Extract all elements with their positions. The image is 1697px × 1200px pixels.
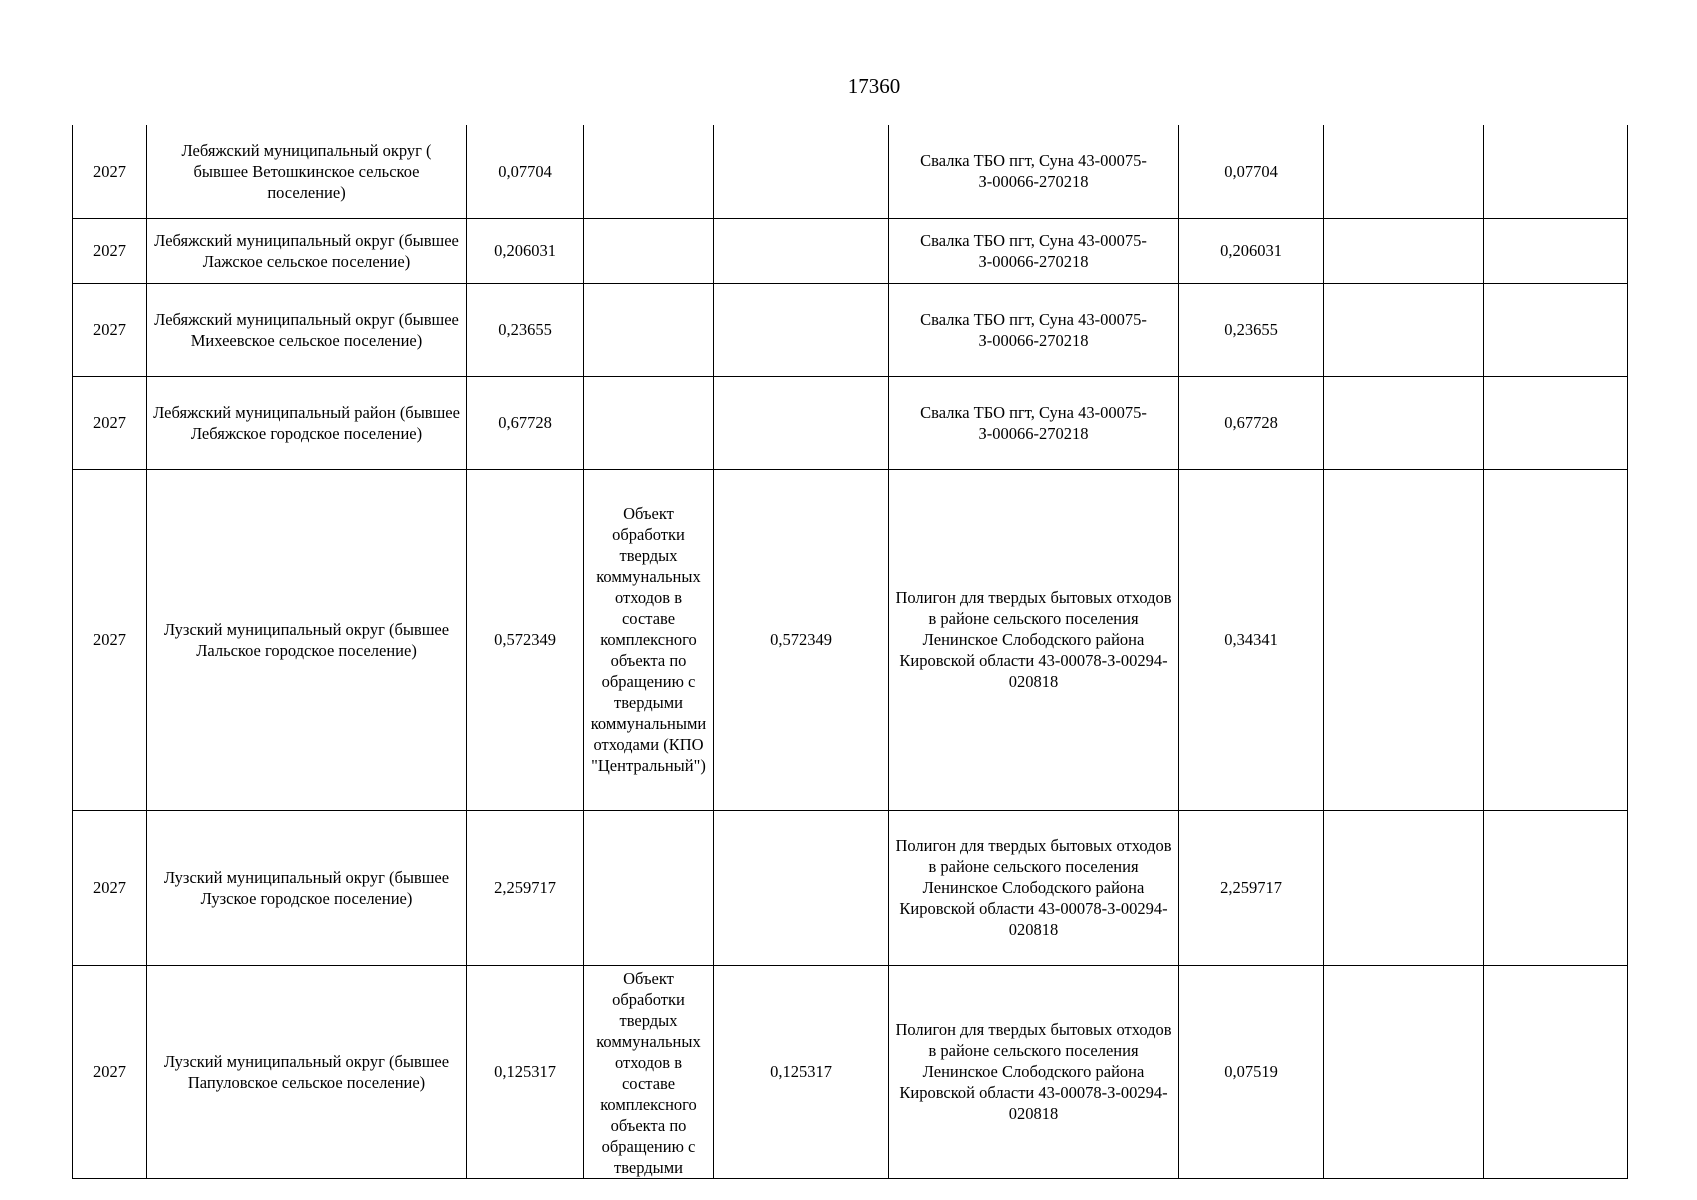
year-cell: 2027 bbox=[73, 125, 147, 218]
volume-cell: 0,572349 bbox=[467, 469, 584, 810]
volume-cell: 0,206031 bbox=[467, 218, 584, 283]
landfill-volume-cell: 0,67728 bbox=[1179, 376, 1324, 469]
processing-volume-cell bbox=[714, 810, 889, 965]
landfill-volume-cell: 2,259717 bbox=[1179, 810, 1324, 965]
landfill-cell: Свалка ТБО пгт, Суна 43-00075-З-00066-270218 bbox=[889, 376, 1179, 469]
volume-cell: 0,23655 bbox=[467, 283, 584, 376]
landfill-volume-cell: 0,206031 bbox=[1179, 218, 1324, 283]
table-row bbox=[73, 376, 1628, 469]
processing-object-cell bbox=[584, 376, 714, 469]
municipality-cell: Лузский муниципальный округ (бывшее Папуловское сельское поселение) bbox=[147, 965, 467, 1178]
extra-cell-2 bbox=[1484, 283, 1628, 376]
processing-object-cell: Объект обработки твердых коммунальных отходов в составе комплексного объекта по обращению с твердыми коммунальными отходами (КПО "Центральный") bbox=[584, 469, 714, 810]
processing-volume-cell: 0,125317 bbox=[714, 965, 889, 1178]
landfill-volume-cell: 0,07704 bbox=[1179, 125, 1324, 218]
municipality-cell: Лузский муниципальный округ (бывшее Лальское городское поселение) bbox=[147, 469, 467, 810]
municipality-cell: Лебяжский муниципальный округ (бывшее Лажское сельское поселение) bbox=[147, 218, 467, 283]
volume-cell: 0,07704 bbox=[467, 125, 584, 218]
processing-volume-cell bbox=[714, 376, 889, 469]
extra-cell-1 bbox=[1324, 376, 1484, 469]
extra-cell-1 bbox=[1324, 283, 1484, 376]
page-number: 17360 bbox=[847, 74, 901, 98]
landfill-cell: Свалка ТБО пгт, Суна 43-00075-З-00066-270218 bbox=[889, 283, 1179, 376]
municipality-cell: Лузский муниципальный округ (бывшее Лузское городское поселение) bbox=[147, 810, 467, 965]
extra-cell-1 bbox=[1324, 965, 1484, 1178]
municipality-cell: Лебяжский муниципальный район (бывшее Лебяжское городское поселение) bbox=[147, 376, 467, 469]
landfill-cell: Полигон для твердых бытовых отходов в районе сельского поселения Ленинское Слободского района Кировской области 43-00078-З-00294-020818 bbox=[889, 469, 1179, 810]
volume-cell: 0,67728 bbox=[467, 376, 584, 469]
extra-cell-1 bbox=[1324, 125, 1484, 218]
processing-volume-cell bbox=[714, 218, 889, 283]
extra-cell-2 bbox=[1484, 376, 1628, 469]
table-row bbox=[73, 469, 1628, 810]
extra-cell-2 bbox=[1484, 965, 1628, 1178]
processing-volume-cell bbox=[714, 125, 889, 218]
year-cell: 2027 bbox=[73, 376, 147, 469]
processing-object-cell bbox=[584, 810, 714, 965]
extra-cell-1 bbox=[1324, 218, 1484, 283]
processing-object-cell bbox=[584, 283, 714, 376]
volume-cell: 2,259717 bbox=[467, 810, 584, 965]
extra-cell-2 bbox=[1484, 125, 1628, 218]
year-cell: 2027 bbox=[73, 218, 147, 283]
municipality-cell: Лебяжский муниципальный округ (бывшее Михеевское сельское поселение) bbox=[147, 283, 467, 376]
extra-cell-1 bbox=[1324, 810, 1484, 965]
table-row bbox=[73, 125, 1628, 218]
table-row bbox=[73, 810, 1628, 965]
landfill-cell: Полигон для твердых бытовых отходов в районе сельского поселения Ленинское Слободского района Кировской области 43-00078-З-00294-020818 bbox=[889, 810, 1179, 965]
processing-object-cell: Объект обработки твердых коммунальных отходов в составе комплексного объекта по обращению с твердыми bbox=[584, 965, 714, 1178]
extra-cell-2 bbox=[1484, 218, 1628, 283]
landfill-volume-cell: 0,23655 bbox=[1179, 283, 1324, 376]
processing-object-cell bbox=[584, 125, 714, 218]
year-cell: 2027 bbox=[73, 283, 147, 376]
table-row bbox=[73, 283, 1628, 376]
waste-flow-table bbox=[72, 125, 1628, 1179]
table-row bbox=[73, 965, 1628, 1178]
extra-cell-1 bbox=[1324, 469, 1484, 810]
processing-object-cell bbox=[584, 218, 714, 283]
processing-volume-cell bbox=[714, 283, 889, 376]
municipality-cell: Лебяжский муниципальный округ ( бывшее Ветошкинское сельское поселение) bbox=[147, 125, 467, 218]
extra-cell-2 bbox=[1484, 810, 1628, 965]
landfill-volume-cell: 0,34341 bbox=[1179, 469, 1324, 810]
landfill-volume-cell: 0,07519 bbox=[1179, 965, 1324, 1178]
year-cell: 2027 bbox=[73, 810, 147, 965]
landfill-cell: Свалка ТБО пгт, Суна 43-00075-З-00066-270218 bbox=[889, 218, 1179, 283]
year-cell: 2027 bbox=[73, 965, 147, 1178]
year-cell: 2027 bbox=[73, 469, 147, 810]
processing-volume-cell: 0,572349 bbox=[714, 469, 889, 810]
volume-cell: 0,125317 bbox=[467, 965, 584, 1178]
table-row bbox=[73, 218, 1628, 283]
extra-cell-2 bbox=[1484, 469, 1628, 810]
landfill-cell: Полигон для твердых бытовых отходов в районе сельского поселения Ленинское Слободского района Кировской области 43-00078-З-00294-020818 bbox=[889, 965, 1179, 1178]
landfill-cell: Свалка ТБО пгт, Суна 43-00075-З-00066-270218 bbox=[889, 125, 1179, 218]
